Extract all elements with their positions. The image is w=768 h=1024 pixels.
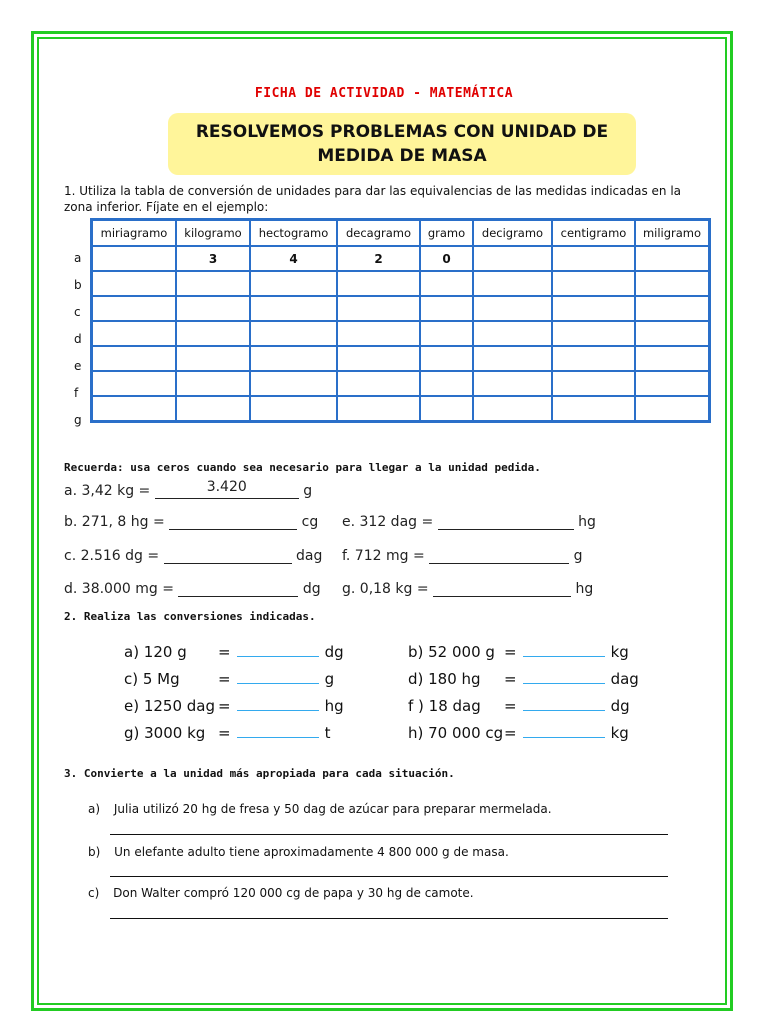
table-cell[interactable] [176,321,250,346]
table-cell[interactable] [250,321,337,346]
row-label: c [74,305,81,319]
table-cell[interactable] [250,396,337,422]
table-cell[interactable] [473,246,552,271]
table-cell[interactable] [635,246,710,271]
exercise-a [64,479,313,499]
table-cell[interactable] [250,271,337,296]
equals-sign: = [218,670,231,688]
table-row [92,271,710,296]
situation-b [88,845,509,859]
table-cell[interactable] [250,296,337,321]
table-cell[interactable] [337,371,420,396]
answer-blank[interactable] [429,549,569,564]
answer-blank[interactable] [155,479,299,499]
table-cell[interactable] [473,296,552,321]
table-cell[interactable] [420,396,473,422]
table-cell[interactable] [176,271,250,296]
situation-a [88,802,552,816]
table-cell[interactable] [337,271,420,296]
table-row [92,246,710,271]
table-cell[interactable] [473,346,552,371]
conversion-table [90,218,711,423]
conversion-unit: kg [610,724,629,742]
row-labels [74,245,88,434]
exercise-d [64,581,321,597]
table-cell[interactable] [473,271,552,296]
exercise-b [64,514,318,530]
answer-blank[interactable] [433,582,571,597]
row-label: a [74,251,82,265]
table-cell[interactable] [92,321,177,346]
answer-blank[interactable] [237,696,319,711]
table-cell[interactable] [176,396,250,422]
table-cell[interactable] [635,321,710,346]
situation-c [88,886,474,900]
header-cell: kilogramo [176,220,250,247]
exercise-unit: hg [578,514,596,530]
table-cell[interactable] [552,296,635,321]
table-cell[interactable] [473,396,552,422]
answer-blank[interactable] [237,642,319,657]
exercise-unit: hg [575,581,594,597]
equals-sign: = [218,697,231,715]
exercise-label: c. 2.516 dg = [64,548,160,564]
table-cell[interactable] [552,396,635,422]
exercise-unit: g [303,483,313,499]
situation-label: a) [88,802,101,816]
row-label: f [74,386,79,400]
table-cell[interactable] [420,296,473,321]
conversion-unit: dg [610,697,630,715]
exercise-f [342,548,582,564]
answer-line[interactable] [110,834,668,835]
table-cell[interactable] [635,346,710,371]
table-cell[interactable] [635,271,710,296]
table-cell[interactable] [552,271,635,296]
row-label: g [74,413,82,427]
row-label: b [74,278,82,292]
title-line-2: MEDIDA DE MASA [317,146,487,166]
situation-text: Un elefante adulto tiene aproximadamente 4 800 000 g de masa. [114,845,509,859]
situation-label: c) [88,886,100,900]
answer-blank[interactable] [523,642,605,657]
equals-sign: = [218,724,231,742]
header-cell: hectogramo [250,220,337,247]
remember-note: Recuerda: usa ceros cuando sea necesario para llegar a la unidad pedida. [64,461,541,474]
table-cell[interactable] [176,296,250,321]
answer-blank[interactable] [523,696,605,711]
table-cell[interactable] [337,396,420,422]
exercise-label: e. 312 dag = [342,514,434,530]
exercise-label: f. 712 mg = [342,548,425,564]
conversion-item [408,642,629,661]
table-cell[interactable] [420,321,473,346]
answer-line[interactable] [110,918,668,919]
exercise-unit: cg [301,514,319,530]
conversion-label: h) 70 000 cg [408,724,504,742]
header-cell: miligramo [635,220,710,247]
table-cell[interactable]: 2 [337,246,420,271]
table-cell[interactable] [473,371,552,396]
equals-sign: = [218,643,231,661]
worksheet-header: FICHA DE ACTIVIDAD - MATEMÁTICA [254,86,514,101]
table-cell[interactable] [250,371,337,396]
header-cell: centigramo [552,220,635,247]
conversion-item [124,669,334,688]
exercise-label: g. 0,18 kg = [342,581,429,597]
table-row [92,371,710,396]
table-row [92,346,710,371]
conversion-label: b) 52 000 g [408,643,495,661]
table-cell[interactable]: 3 [176,246,250,271]
situation-text: Don Walter compró 120 000 cg de papa y 30 hg de camote. [113,886,474,900]
title-box [168,113,636,175]
table-cell[interactable]: 0 [420,246,473,271]
conversion-unit: g [324,670,335,688]
row-label: d [74,332,82,346]
conversion-label: c) 5 Mg [124,670,180,688]
exercise-label: a. 3,42 kg = [64,483,151,499]
conversion-label: g) 3000 kg [124,724,206,742]
conversion-item [124,642,344,661]
answer-blank[interactable] [169,515,297,530]
answer-blank[interactable] [178,582,298,597]
exercise-unit: g [573,548,583,564]
table-cell[interactable] [337,321,420,346]
header-cell: decagramo [337,220,420,247]
answer-blank[interactable] [523,723,605,738]
exercise-e [342,514,596,530]
table-cell[interactable] [176,371,250,396]
conversion-unit: kg [610,643,629,661]
answer-line[interactable] [110,876,668,877]
table-cell[interactable] [635,371,710,396]
header-cell: decigramo [473,220,552,247]
exercise-label: d. 38.000 mg = [64,581,174,597]
table-cell[interactable] [420,346,473,371]
table-cell[interactable] [92,371,177,396]
exercise-g [342,581,593,597]
table-cell[interactable] [92,246,177,271]
table-cell[interactable] [473,321,552,346]
table-cell[interactable] [552,371,635,396]
table-cell[interactable] [92,396,177,422]
conversion-item [408,723,629,742]
conversion-unit: t [324,724,331,742]
question-3-title: 3. Convierte a la unidad más apropiada para cada situación. [64,767,455,780]
table-cell[interactable] [250,346,337,371]
table-cell[interactable] [92,346,177,371]
conversion-label: a) 120 g [124,643,187,661]
answer-blank[interactable] [523,669,605,684]
table-cell[interactable] [552,246,635,271]
table-cell[interactable] [337,346,420,371]
row-label: e [74,359,82,373]
answer-blank[interactable] [438,515,574,530]
table-cell[interactable] [552,321,635,346]
conversion-label: f ) 18 dag [408,697,481,715]
table-cell[interactable] [92,271,177,296]
header-cell: miriagramo [92,220,177,247]
table-cell[interactable]: 4 [250,246,337,271]
conversion-unit: dag [610,670,639,688]
equals-sign: = [504,643,517,661]
table-row [92,396,710,422]
question-2-title: 2. Realiza las conversiones indicadas. [64,610,316,623]
exercise-label: b. 271, 8 hg = [64,514,165,530]
equals-sign: = [504,724,517,742]
table-cell[interactable] [552,346,635,371]
answer-blank[interactable] [237,723,319,738]
table-cell[interactable] [635,396,710,422]
exercise-unit: dag [296,548,323,564]
conversion-item [124,696,344,715]
answer-blank[interactable] [237,669,319,684]
table-cell[interactable] [420,371,473,396]
equals-sign: = [504,670,517,688]
situation-label: b) [88,845,101,859]
conversion-item [408,669,639,688]
table-row [92,296,710,321]
exercise-unit: dg [302,581,321,597]
table-cell[interactable] [420,271,473,296]
conversion-unit: hg [324,697,344,715]
answer-blank[interactable] [164,549,292,564]
exercise-c [64,548,322,564]
title-line-1: RESOLVEMOS PROBLEMAS CON UNIDAD DE [195,122,609,142]
table-cell[interactable] [176,346,250,371]
situation-text: Julia utilizó 20 hg de fresa y 50 dag de azúcar para preparar mermelada. [113,802,552,816]
table-cell[interactable] [635,296,710,321]
equals-sign: = [504,697,517,715]
conversion-item [408,696,630,715]
example-answer: 3.420 [206,479,247,495]
table-cell[interactable] [92,296,177,321]
conversion-unit: dg [324,643,344,661]
conversion-label: e) 1250 dag [124,697,216,715]
header-cell: gramo [420,220,473,247]
conversion-label: d) 180 hg [408,670,481,688]
table-row [92,321,710,346]
question-1-text: 1. Utiliza la tabla de conversión de unidades para dar las equivalencias de las medidas indicadas en la zona inferior. Fíjate en el ejemplo: [64,184,682,214]
table-cell[interactable] [337,296,420,321]
conversion-item [124,723,330,742]
table-header-row [92,220,710,247]
